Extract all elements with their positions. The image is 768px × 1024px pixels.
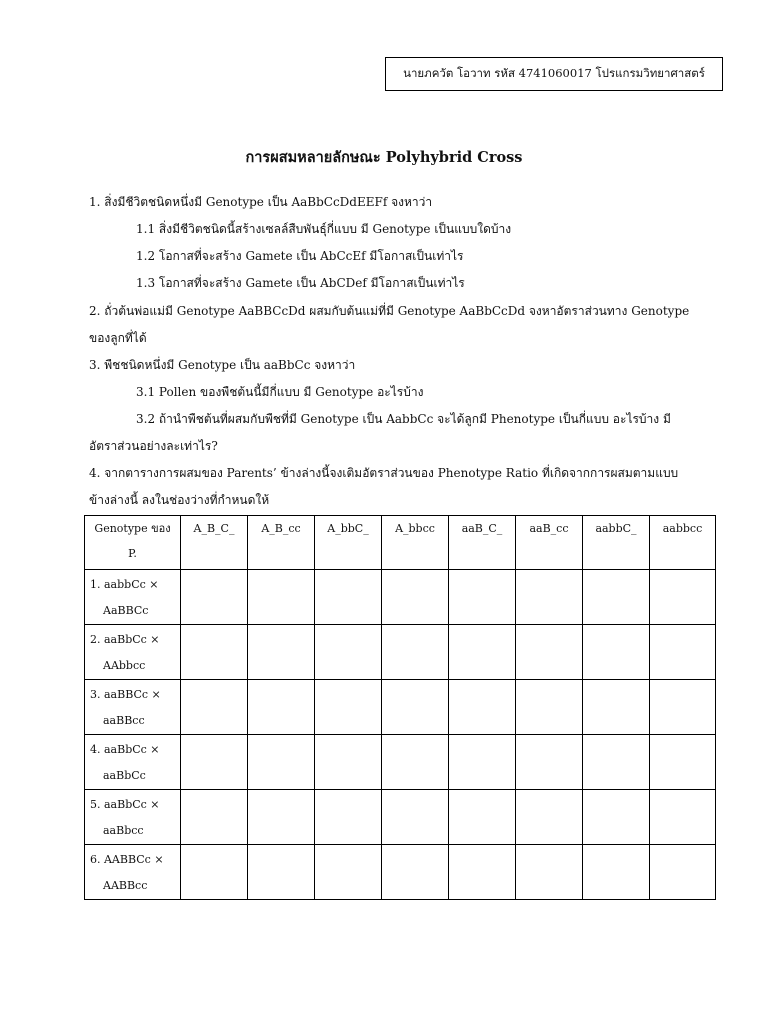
cross-line-2: AAbbcc [103,659,146,672]
ratio-cell[interactable] [583,625,650,680]
header-phenotype: aaB_C_ [449,516,516,570]
cross-label [85,735,181,790]
ratio-cell[interactable] [449,790,516,845]
cross-line-1: 4. aaBbCc × [90,743,160,756]
ratio-cell[interactable] [315,570,382,625]
ratio-cell[interactable] [248,680,315,735]
ratio-cell[interactable] [650,845,716,900]
ratio-cell[interactable] [382,735,449,790]
ratio-cell[interactable] [248,790,315,845]
ratio-cell[interactable] [382,845,449,900]
table-row [85,625,716,680]
header-phenotype: A_bbC_ [315,516,382,570]
page-title: การผสมหลายลักษณะ Polyhybrid Cross [245,149,523,166]
ratio-cell[interactable] [382,790,449,845]
ratio-cell[interactable] [181,845,248,900]
table-row [85,570,716,625]
author-box [385,57,723,91]
ratio-cell[interactable] [650,790,716,845]
table-row [85,790,716,845]
ratio-cell[interactable] [248,735,315,790]
cross-line-2: aaBbCc [103,769,146,782]
cross-label [85,570,181,625]
table-row [85,680,716,735]
ratio-cell[interactable] [315,735,382,790]
ratio-cell[interactable] [181,625,248,680]
header-phenotype: A_B_cc [248,516,315,570]
ratio-cell[interactable] [516,680,583,735]
header-p-label: P. [128,547,137,560]
cross-line-1: 1. aabbCc × [90,578,159,591]
ratio-cell[interactable] [516,735,583,790]
ratio-cell[interactable] [516,625,583,680]
header-phenotype: aabbcc [650,516,716,570]
table-row [85,735,716,790]
cross-line-1: 5. aaBbCc × [90,798,160,811]
question-3-2-cont: อัตราส่วนอย่างละเท่าไร? [89,439,218,453]
question-3-2: 3.2 ถ้านำพืชต้นที่ผสมกับพืชที่มี Genotype เป็น AabbCc จะได้ลูกมี Phenotype เป็นกี่แบบ อะไรบ้าง มี [136,412,671,426]
ratio-cell[interactable] [650,735,716,790]
ratio-cell[interactable] [382,570,449,625]
cross-label [85,845,181,900]
cross-line-2: aaBBcc [103,714,145,727]
author-text: นายภควัต โอวาท รหัส 4741060017 โปรแกรมวิทยาศาสตร์ [403,66,705,80]
ratio-cell[interactable] [248,625,315,680]
cross-label [85,790,181,845]
header-phenotype: A_B_C_ [181,516,248,570]
ratio-cell[interactable] [449,735,516,790]
question-2-cont: ของลูกที่ได้ [89,331,147,345]
cross-label [85,625,181,680]
header-phenotype: aabbC_ [583,516,650,570]
ratio-cell[interactable] [583,735,650,790]
ratio-cell[interactable] [449,570,516,625]
question-3: 3. พืชชนิดหนึ่งมี Genotype เป็น aaBbCc จงหาว่า [89,358,356,372]
ratio-cell[interactable] [516,570,583,625]
cross-line-1: 6. AABBCc × [90,853,164,866]
cross-line-1: 3. aaBBCc × [90,688,161,701]
table-row [85,845,716,900]
ratio-cell[interactable] [181,790,248,845]
ratio-cell[interactable] [315,680,382,735]
ratio-cell[interactable] [583,570,650,625]
ratio-cell[interactable] [248,845,315,900]
header-genotype-of-p [85,516,181,570]
ratio-cell[interactable] [516,845,583,900]
ratio-cell[interactable] [449,845,516,900]
question-1-2: 1.2 โอกาสที่จะสร้าง Gamete เป็น AbCcEf มีโอกาสเป็นเท่าไร [136,249,464,263]
question-1: 1. สิ่งมีชีวิตชนิดหนึ่งมี Genotype เป็น AaBbCcDdEEFf จงหาว่า [89,195,433,209]
header-phenotype: aaB_cc [516,516,583,570]
cross-line-2: AaBBCc [103,604,149,617]
table-header-row [85,516,716,570]
question-4: 4. จากตารางการผสมของ Parents’ ข้างล่างนี้จงเติมอัตราส่วนของ Phenotype Ratio ที่เกิดจากการผสมตามแบบ [89,466,679,480]
ratio-cell[interactable] [315,625,382,680]
ratio-cell[interactable] [583,680,650,735]
header-genotype-label: Genotype ของ [94,522,171,535]
ratio-cell[interactable] [449,625,516,680]
question-4-cont: ข้างล่างนี้ ลงในช่องว่างที่กำหนดให้ [89,493,270,507]
ratio-cell[interactable] [181,680,248,735]
ratio-cell[interactable] [583,790,650,845]
cross-label [85,680,181,735]
ratio-cell[interactable] [382,680,449,735]
ratio-cell[interactable] [315,845,382,900]
ratio-cell[interactable] [248,570,315,625]
question-1-3: 1.3 โอกาสที่จะสร้าง Gamete เป็น AbCDef มีโอกาสเป็นเท่าไร [136,276,465,290]
ratio-cell[interactable] [650,570,716,625]
ratio-cell[interactable] [382,625,449,680]
question-3-1: 3.1 Pollen ของพืชต้นนี้มีกี่แบบ มี Genotype อะไรบ้าง [136,385,424,399]
question-1-1: 1.1 สิ่งมีชีวิตชนิดนี้สร้างเซลล์สืบพันธุ์กี่แบบ มี Genotype เป็นแบบใดบ้าง [136,222,512,236]
ratio-cell[interactable] [315,790,382,845]
question-2: 2. ถั่วต้นพ่อแม่มี Genotype AaBBCcDd ผสมกับต้นแม่ที่มี Genotype AaBbCcDd จงหาอัตราส่วนทาง Genotype [89,304,690,318]
cross-line-2: aaBbcc [103,824,144,837]
ratio-cell[interactable] [650,625,716,680]
ratio-cell[interactable] [181,735,248,790]
ratio-cell[interactable] [650,680,716,735]
cross-line-1: 2. aaBbCc × [90,633,160,646]
ratio-cell[interactable] [181,570,248,625]
ratio-cell[interactable] [516,790,583,845]
phenotype-ratio-table [84,515,716,900]
cross-line-2: AABBcc [103,879,148,892]
header-phenotype: A_bbcc [382,516,449,570]
ratio-cell[interactable] [449,680,516,735]
ratio-cell[interactable] [583,845,650,900]
